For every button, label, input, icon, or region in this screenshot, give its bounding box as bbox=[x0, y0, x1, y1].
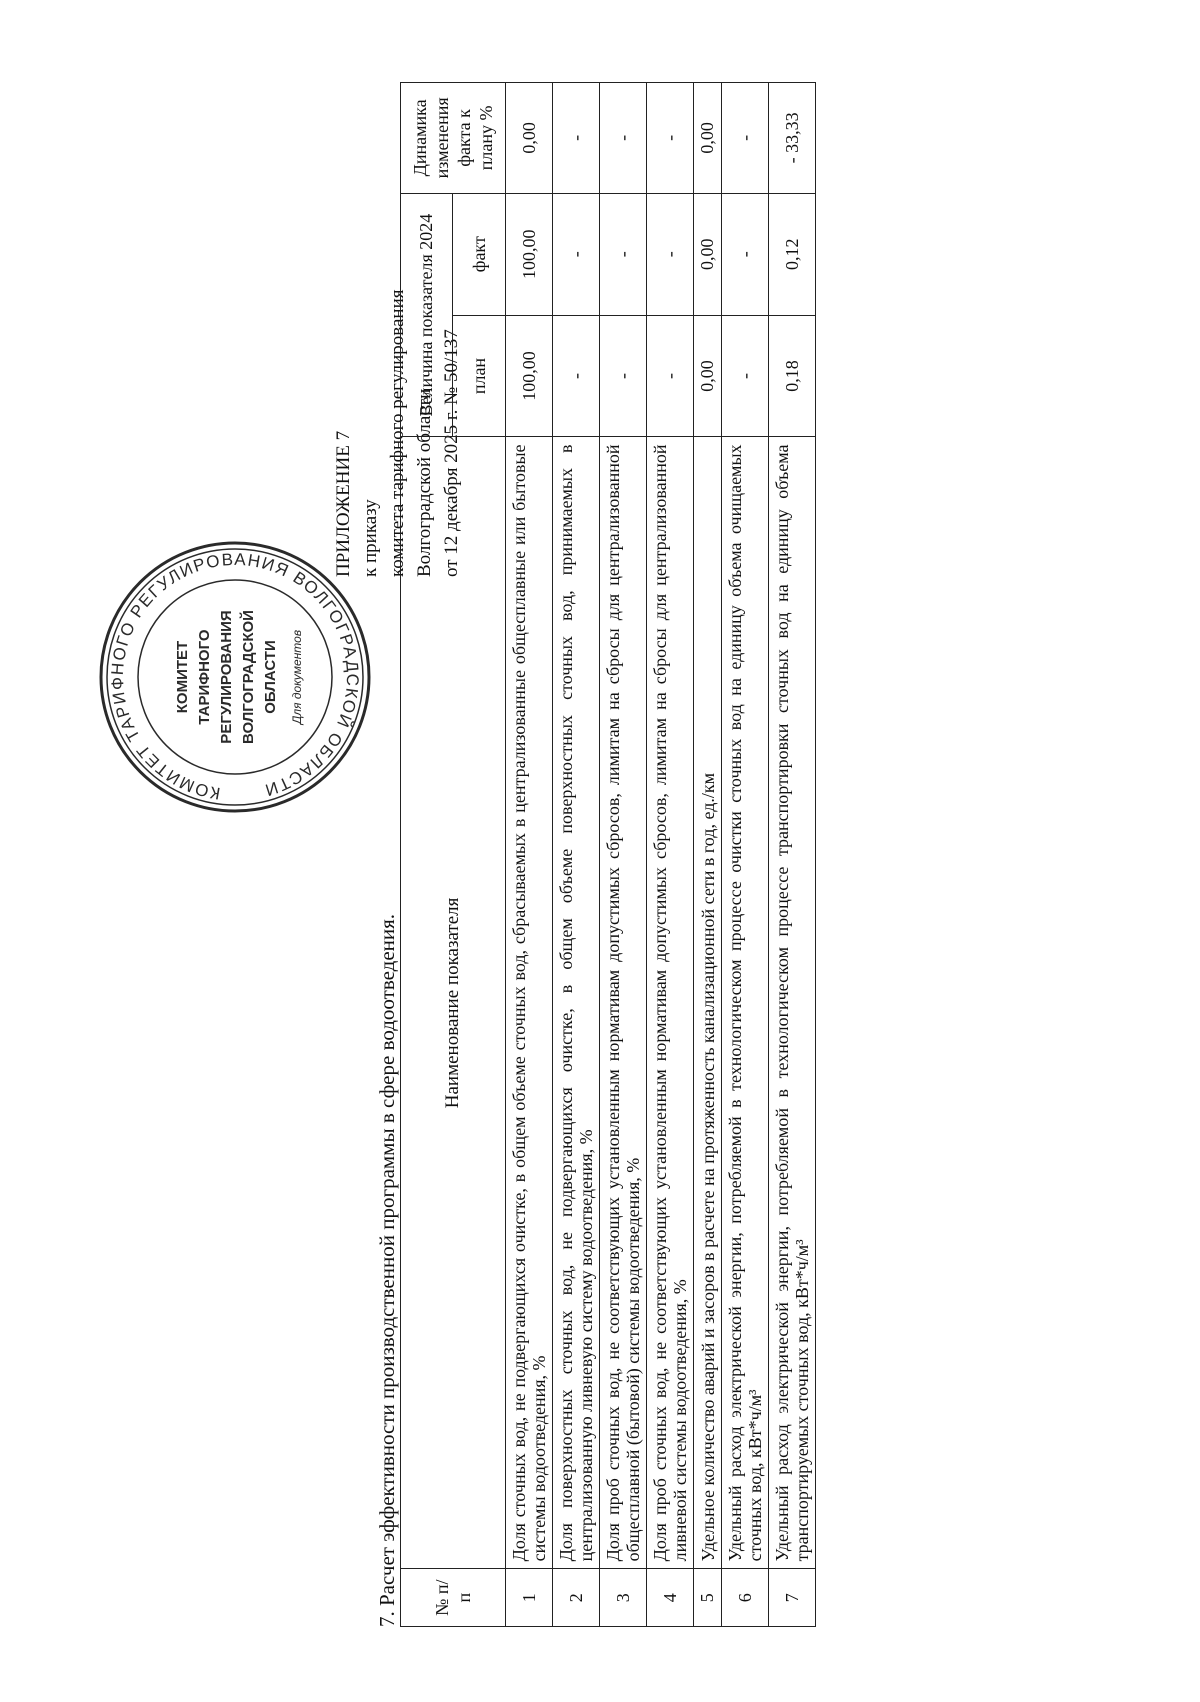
row-dynamics-value: 0,00 bbox=[506, 83, 553, 194]
appendix-line-order: к приказу bbox=[360, 499, 381, 577]
row-number: 7 bbox=[769, 1569, 816, 1627]
official-seal-icon bbox=[95, 537, 375, 817]
table-row bbox=[600, 83, 647, 1627]
appendix-line-date: от 12 декабря 2025 г. № 50/137 bbox=[441, 329, 462, 577]
appendix-title: ПРИЛОЖЕНИЕ 7 bbox=[333, 430, 354, 577]
seal-center-line: КОМИТЕТ bbox=[174, 640, 191, 714]
header-dynamics: Динамика изменения факта к плану % bbox=[401, 83, 506, 194]
row-indicator-name: Удельный расход электрической энергии, потребляемой в технологическом процессе транспортировки сточных вод на единицу объема транспортируемых сточных вод, кВт*ч/м³ bbox=[769, 437, 816, 1569]
section-title: 7. Расчет эффективности производственной программы в сфере водоотведения. bbox=[375, 913, 399, 1627]
row-number: 3 bbox=[600, 1569, 647, 1627]
table-row bbox=[694, 83, 722, 1627]
row-indicator-name: Доля проб сточных вод, не соответствующих установленным нормативам допустимых сбросов, лимитам на сбросы для централизованной ливневой системы водоотведения, % bbox=[647, 437, 694, 1569]
row-fact-value: - bbox=[647, 193, 694, 315]
appendix-line-committee: комитета тарифного регулирования bbox=[387, 289, 408, 577]
row-plan-value: - bbox=[600, 315, 647, 437]
row-number: 1 bbox=[506, 1569, 553, 1627]
row-plan-value: 100,00 bbox=[506, 315, 553, 437]
row-plan-value: 0,18 bbox=[769, 315, 816, 437]
row-number: 5 bbox=[694, 1569, 722, 1627]
row-dynamics-value: - 33,33 bbox=[769, 83, 816, 194]
row-fact-value: - bbox=[553, 193, 600, 315]
row-plan-value: 0,00 bbox=[694, 315, 722, 437]
table-row bbox=[722, 83, 769, 1627]
header-plan: план bbox=[453, 315, 506, 437]
row-indicator-name: Доля проб сточных вод, не соответствующих установленным нормативам допустимых сбросов, лимитам на сбросы для централизованной общесплавной (бытовой) системы водоотведения, % bbox=[600, 437, 647, 1569]
header-fact: факт bbox=[453, 193, 506, 315]
row-indicator-name: Доля поверхностных сточных вод, не подвергающихся очистке, в общем объеме поверхностных сточных вод, принимаемых в централизованную ливневую систему водоотведения, % bbox=[553, 437, 600, 1569]
header-number: № п/п bbox=[401, 1569, 506, 1627]
row-fact-value: - bbox=[722, 193, 769, 315]
header-indicator-name: Наименование показателя bbox=[401, 437, 506, 1569]
seal-center-line: ОБЛАСТИ bbox=[262, 640, 279, 714]
row-dynamics-value: 0,00 bbox=[694, 83, 722, 194]
row-dynamics-value: - bbox=[553, 83, 600, 194]
seal-center-line: ВОЛГОГРАДСКОЙ bbox=[240, 610, 257, 744]
row-number: 2 bbox=[553, 1569, 600, 1627]
table-row bbox=[647, 83, 694, 1627]
table-row bbox=[553, 83, 600, 1627]
table-row bbox=[506, 83, 553, 1627]
seal-center-line: Для документов bbox=[290, 629, 304, 725]
row-plan-value: - bbox=[647, 315, 694, 437]
row-number: 4 bbox=[647, 1569, 694, 1627]
efficiency-table bbox=[400, 82, 816, 1627]
seal-center-line: ТАРИФНОГО bbox=[196, 629, 213, 725]
appendix-line-region: Волгоградской области bbox=[414, 388, 435, 577]
table-body bbox=[506, 83, 816, 1627]
row-fact-value: - bbox=[600, 193, 647, 315]
row-plan-value: - bbox=[553, 315, 600, 437]
seal-ring-text: КОМИТЕТ ТАРИФНОГО РЕГУЛИРОВАНИЯ ВОЛГОГРАДСКОЙ ОБЛАСТИ bbox=[107, 549, 363, 804]
row-dynamics-value: - bbox=[722, 83, 769, 194]
row-fact-value: 100,00 bbox=[506, 193, 553, 315]
row-number: 6 bbox=[722, 1569, 769, 1627]
table-row bbox=[769, 83, 816, 1627]
row-dynamics-value: - bbox=[647, 83, 694, 194]
seal-center-line: РЕГУЛИРОВАНИЯ bbox=[218, 610, 235, 744]
row-fact-value: 0,12 bbox=[769, 193, 816, 315]
row-indicator-name: Доля сточных вод, не подвергающихся очистке, в общем объеме сточных вод, сбрасываемых в централизованные общесплавные или бытовые системы водоотведения, % bbox=[506, 437, 553, 1569]
row-indicator-name: Удельный расход электрической энергии, потребляемой в технологическом процессе очистки сточных вод на единицу объема очищаемых сточных вод, кВт*ч/м³ bbox=[722, 437, 769, 1569]
row-fact-value: 0,00 bbox=[694, 193, 722, 315]
row-indicator-name: Удельное количество аварий и засоров в расчете на протяженность канализационной сети в год, ед./км bbox=[694, 437, 722, 1569]
row-plan-value: - bbox=[722, 315, 769, 437]
row-dynamics-value: - bbox=[600, 83, 647, 194]
header-value-group: Величина показателя 2024 bbox=[401, 193, 453, 437]
